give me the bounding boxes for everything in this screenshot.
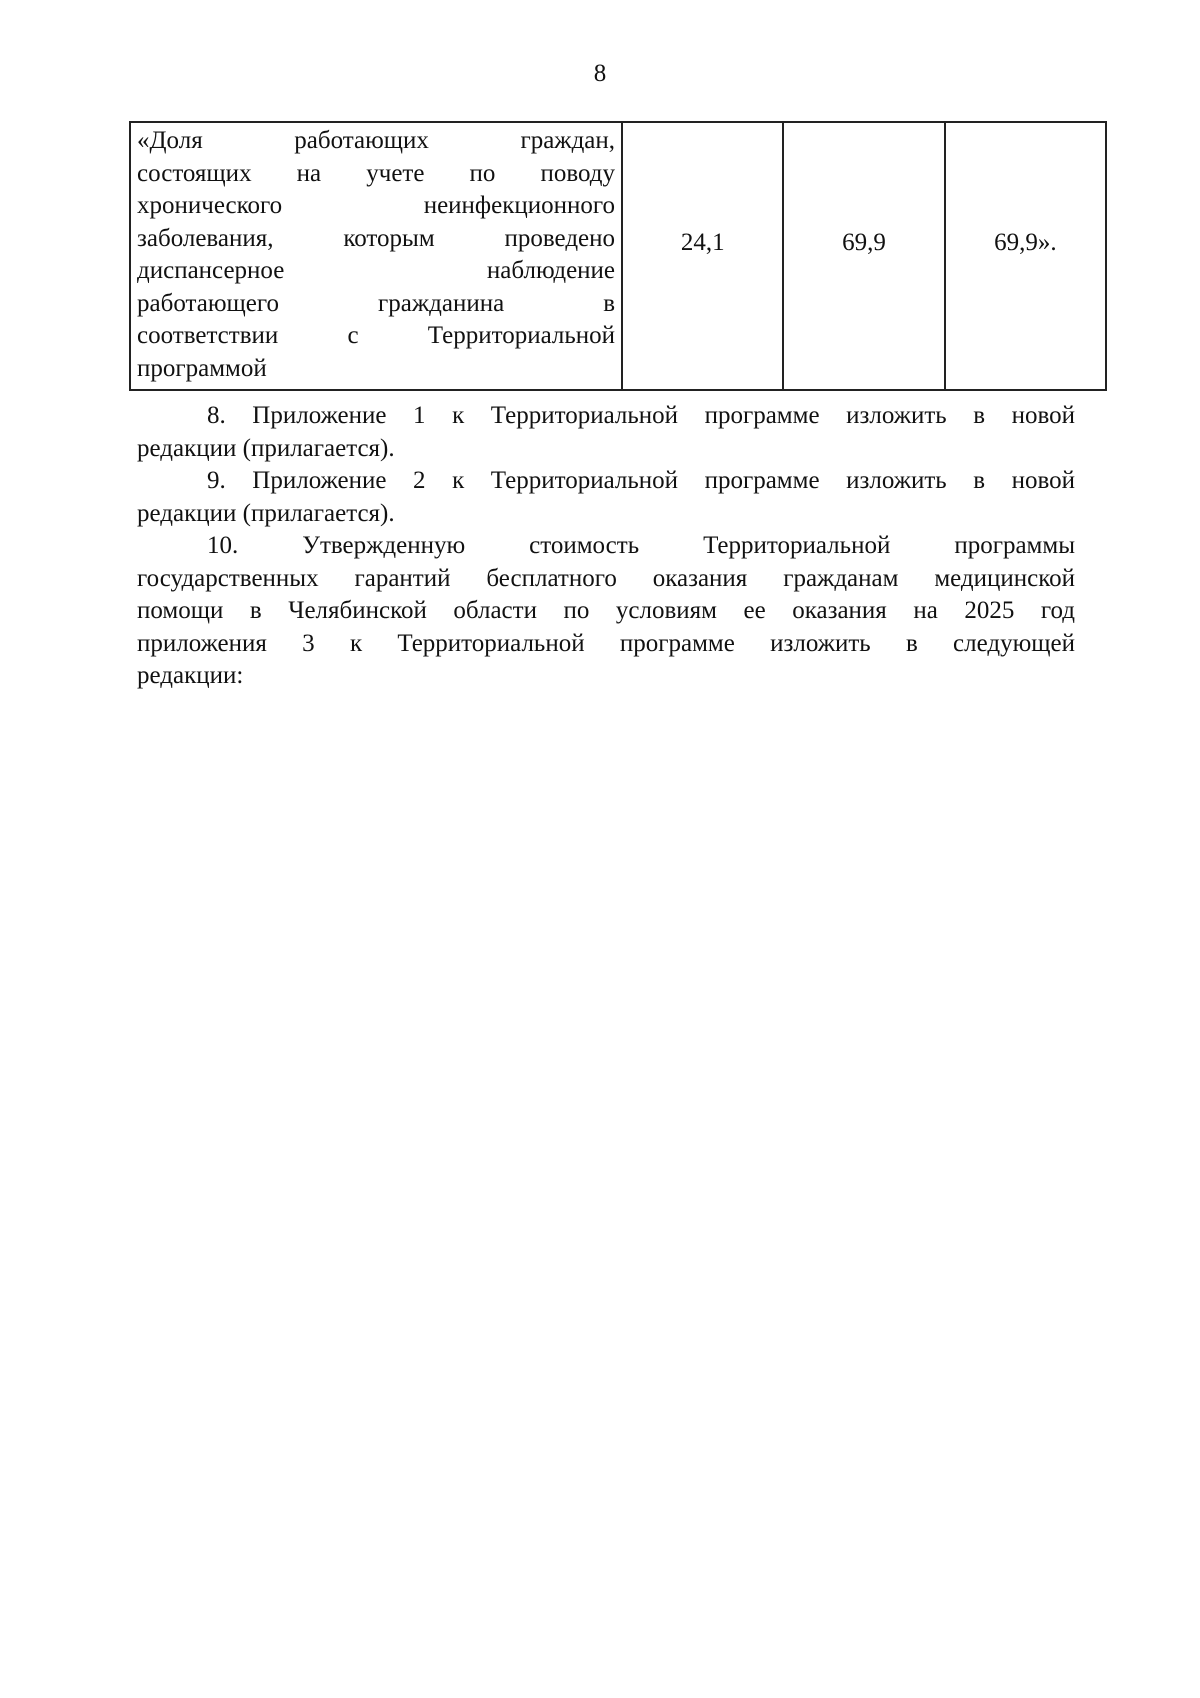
indicator-description-line: работающего гражданина в (137, 289, 616, 317)
body-text (137, 400, 1075, 693)
paragraph-item-10 (137, 530, 1075, 693)
indicator-value-cell (783, 122, 944, 390)
paragraph-line: редакции (прилагается). (137, 499, 395, 527)
paragraph-line: 8. Приложение 1 к Территориальной программе изложить в новой (207, 402, 1075, 429)
indicator-description-line: заболевания, которым проведено (137, 224, 616, 252)
indicator-value: 24,1 (680, 228, 725, 256)
paragraph-item-9 (137, 465, 1075, 530)
paragraph-line: 10. Утвержденную стоимость Территориальной программы (207, 532, 1075, 559)
paragraph-line: помощи в Челябинской области по условиям ее оказания на 2025 год (137, 597, 1075, 624)
indicator-value: 69,9 (842, 228, 886, 256)
indicator-table (129, 121, 1107, 391)
indicator-description-line: соответствии с Территориальной (137, 322, 616, 349)
indicator-description-line: программой (137, 354, 267, 382)
indicator-description-line: «Доля работающих граждан, (137, 127, 616, 154)
table-row (130, 122, 1106, 390)
page-number: 8 (593, 60, 607, 87)
indicator-description-cell (130, 122, 622, 390)
indicator-description-line: хронического неинфекционного (137, 192, 616, 219)
indicator-value-cell (945, 122, 1106, 390)
paragraph-line: 9. Приложение 2 к Территориальной программе изложить в новой (207, 467, 1075, 494)
paragraph-item-8 (137, 400, 1075, 465)
paragraph-line: редакции (прилагается). (137, 434, 395, 462)
indicator-description-line: состоящих на учете по поводу (137, 159, 616, 187)
indicator-value-cell (622, 122, 783, 390)
indicator-description-line: диспансерное наблюдение (137, 257, 616, 284)
paragraph-line: редакции: (137, 662, 244, 689)
paragraph-line: приложения 3 к Территориальной программе изложить в следующей (137, 629, 1075, 657)
paragraph-line: государственных гарантий бесплатного оказания гражданам медицинской (137, 564, 1075, 592)
indicator-value: 69,9». (994, 228, 1057, 256)
